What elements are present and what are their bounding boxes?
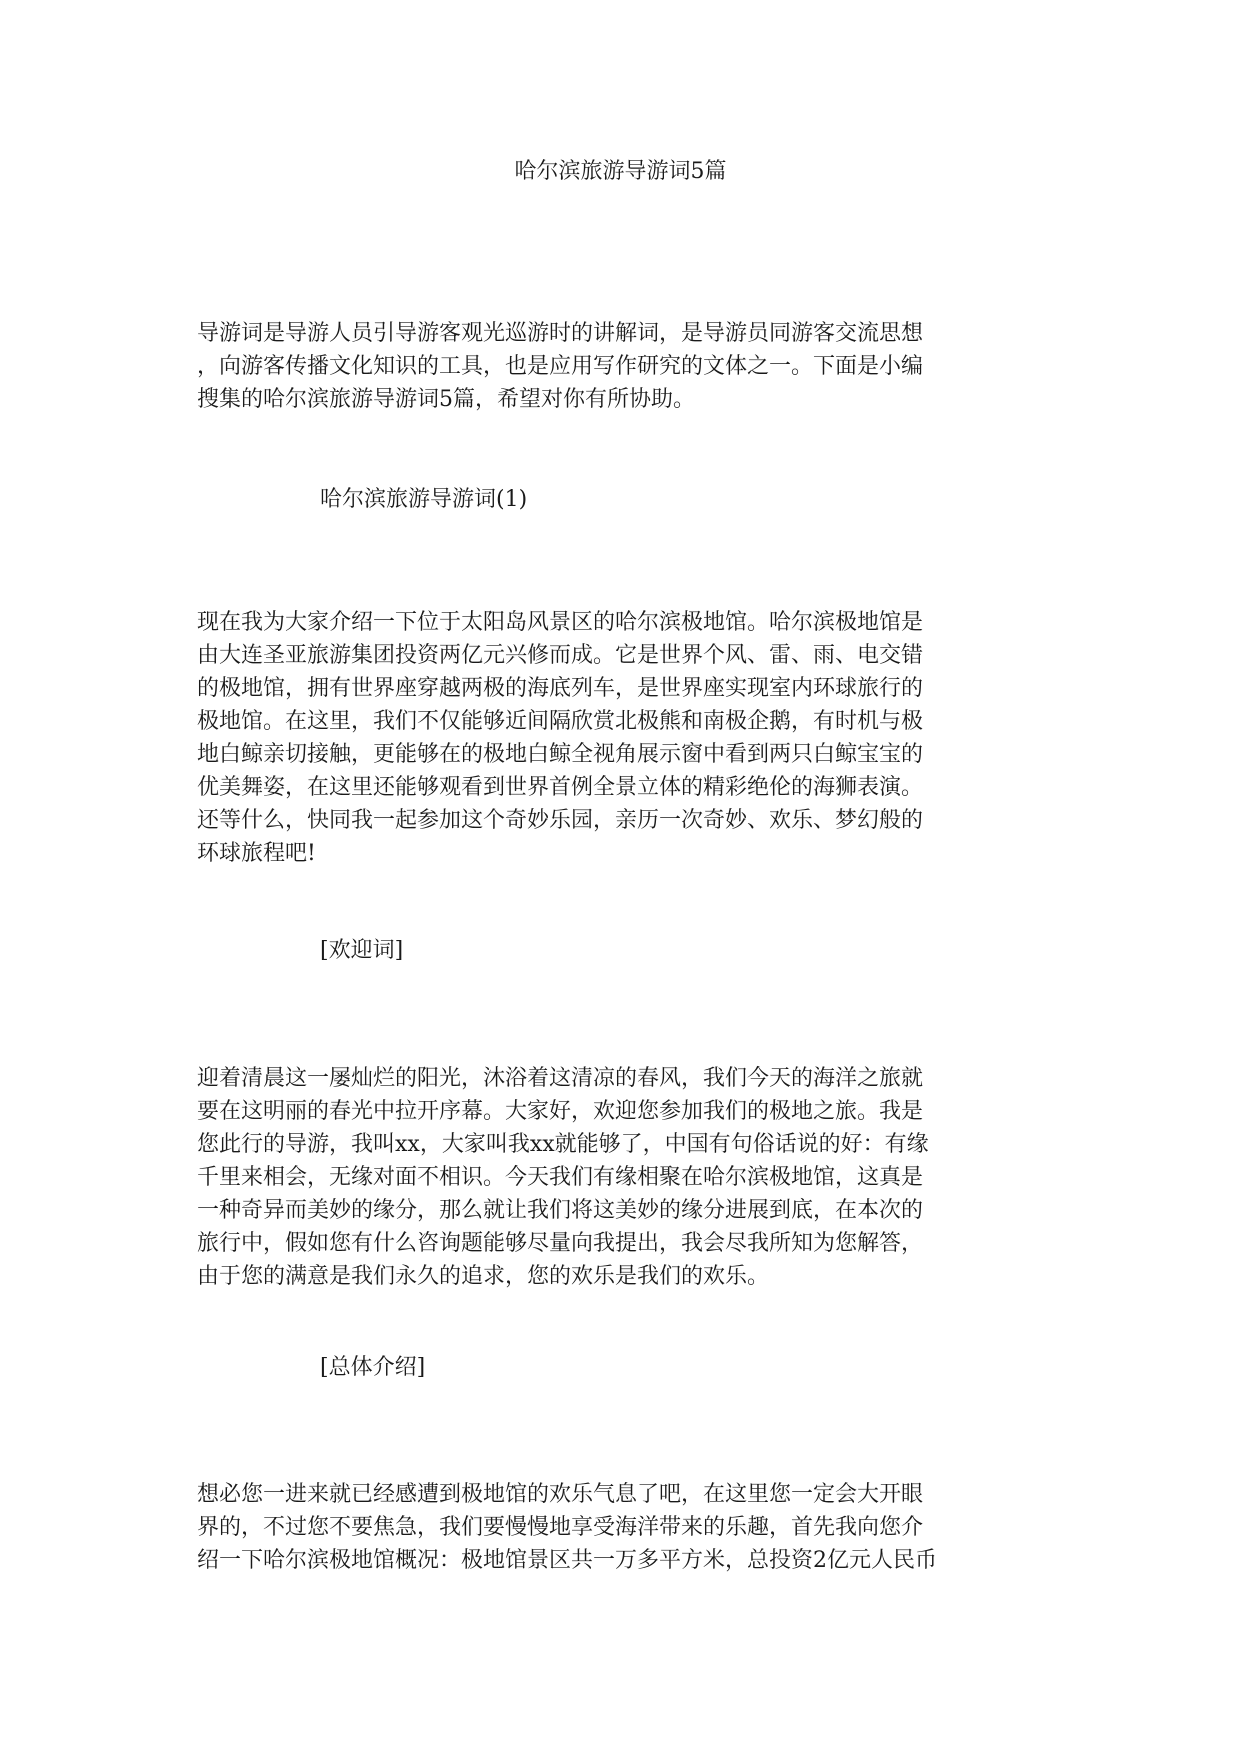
intro-paragraph xyxy=(197,317,1037,416)
intro-line: 搜集的哈尔滨旅游导游词5篇，希望对你有所协助。 xyxy=(197,387,695,412)
overview-heading: [总体介绍] xyxy=(320,1355,426,1380)
overview-paragraph xyxy=(197,1478,1037,1577)
welcome-line: 一种奇异而美妙的缘分，那么就让我们将这美妙的缘分进展到底，在本次的 xyxy=(197,1198,924,1223)
overview-line: 想必您一进来就已经感遭到极地馆的欢乐气息了吧，在这里您一定会大开眼 xyxy=(197,1482,924,1507)
intro-line: 导游词是导游人员引导游客观光巡游时的讲解词，是导游员同游客交流思想 xyxy=(197,321,924,346)
section1-line: 还等什么，快同我一起参加这个奇妙乐园，亲历一次奇妙、欢乐、梦幻般的 xyxy=(197,808,924,833)
intro-line: ，向游客传播文化知识的工具，也是应用写作研究的文体之一。下面是小编 xyxy=(197,354,924,379)
section1-line: 优美舞姿，在这里还能够观看到世界首例全景立体的精彩绝伦的海狮表演。 xyxy=(197,775,924,800)
welcome-paragraph xyxy=(197,1062,1037,1293)
welcome-line: 由于您的满意是我们永久的追求，您的欢乐是我们的欢乐。 xyxy=(197,1264,770,1289)
overview-line: 绍一下哈尔滨极地馆概况：极地馆景区共一万多平方米，总投资2亿元人民币 xyxy=(197,1548,937,1573)
section1-paragraph xyxy=(197,606,1037,870)
document-title: 哈尔滨旅游导游词5篇 xyxy=(514,159,727,184)
section-title: 哈尔滨旅游导游词(1) xyxy=(320,487,528,512)
section1-line: 环球旅程吧! xyxy=(197,841,316,866)
overview-line: 界的，不过您不要焦急，我们要慢慢地享受海洋带来的乐趣，首先我向您介 xyxy=(197,1515,924,1540)
welcome-line: 迎着清晨这一屡灿烂的阳光，沐浴着这清凉的春风，我们今天的海洋之旅就 xyxy=(197,1066,924,1091)
welcome-line: 千里来相会，无缘对面不相识。今天我们有缘相聚在哈尔滨极地馆，这真是 xyxy=(197,1165,924,1190)
section1-line: 现在我为大家介绍一下位于太阳岛风景区的哈尔滨极地馆。哈尔滨极地馆是 xyxy=(197,610,924,635)
section1-line: 由大连圣亚旅游集团投资两亿元兴修而成。它是世界个风、雷、雨、电交错 xyxy=(197,643,924,668)
section1-line: 的极地馆，拥有世界座穿越两极的海底列车，是世界座实现室内环球旅行的 xyxy=(197,676,924,701)
welcome-line: 要在这明丽的春光中拉开序幕。大家好，欢迎您参加我们的极地之旅。我是 xyxy=(197,1099,924,1124)
welcome-line: 您此行的导游，我叫xx，大家叫我xx就能够了，中国有句俗话说的好：有缘 xyxy=(197,1132,929,1157)
section1-line: 地白鲸亲切接触，更能够在的极地白鲸全视角展示窗中看到两只白鲸宝宝的 xyxy=(197,742,924,767)
welcome-heading: [欢迎词] xyxy=(320,938,404,963)
section1-line: 极地馆。在这里，我们不仅能够近间隔欣赏北极熊和南极企鹅，有时机与极 xyxy=(197,709,924,734)
welcome-line: 旅行中，假如您有什么咨询题能够尽量向我提出，我会尽我所知为您解答， xyxy=(197,1231,924,1256)
